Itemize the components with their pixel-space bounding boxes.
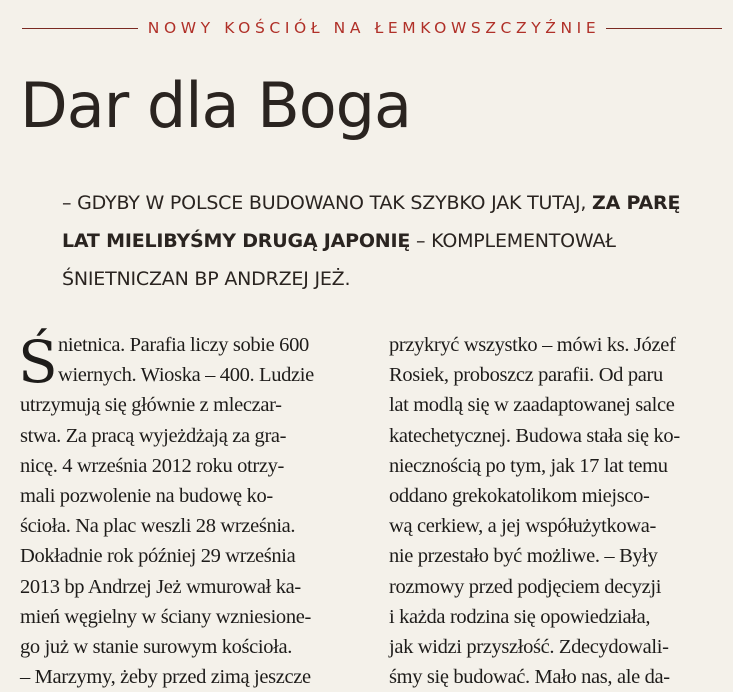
lead-text: ŚNIETNICZAN BP ANDRZEJ JEŻ. bbox=[62, 268, 351, 290]
kicker-rule-right bbox=[606, 28, 722, 29]
section-kicker bbox=[22, 12, 722, 44]
body-line: wą cerkiew, a jej współużytkowa- bbox=[389, 515, 656, 538]
lead-line-1 bbox=[62, 184, 732, 222]
body-column-right bbox=[389, 330, 733, 692]
lead-text: – KOMPLEMENTOWAŁ bbox=[410, 230, 616, 252]
body-line: – Marzymy, żeby przed zimą jeszcze bbox=[20, 666, 311, 689]
body-line: nie przestało być możliwe. – Były bbox=[389, 545, 658, 568]
kicker-text: NOWY KOŚCIÓŁ NA ŁEMKOWSZCZYŹNIE bbox=[147, 19, 601, 37]
body-line: i każda rodzina się opowiedziała, bbox=[389, 605, 651, 628]
lead-text: – GDYBY W POLSCE BUDOWANO TAK SZYBKO JAK TUTAJ, bbox=[62, 192, 593, 214]
body-line: niecznością po tym, jak 17 lat temu bbox=[389, 454, 668, 477]
article-lead bbox=[62, 184, 732, 298]
body-line: go już w stanie surowym kościoła. bbox=[20, 636, 292, 659]
body-line: nicę. 4 września 2012 roku otrzy- bbox=[20, 454, 284, 477]
body-line: mień węgielny w ściany wzniesione- bbox=[20, 605, 311, 628]
dropcap-letter: Ś bbox=[18, 328, 58, 396]
lead-bold-text: LAT MIELIBYŚMY DRUGĄ JAPONIĘ bbox=[62, 230, 411, 252]
body-line: ścioła. Na plac weszli 28 września. bbox=[20, 515, 296, 538]
body-line: rozmowy przed podjęciem decyzji bbox=[389, 575, 662, 598]
article-title: Dar dla Boga bbox=[20, 69, 412, 142]
body-line: lat modlą się w zaadaptowanej salce bbox=[389, 394, 675, 417]
body-line: 2013 bp Andrzej Jeż wmurował ka- bbox=[20, 575, 301, 598]
kicker-rule-left bbox=[22, 28, 138, 29]
lead-line-3 bbox=[62, 260, 732, 298]
body-line: utrzymują się głównie z mleczar- bbox=[20, 394, 282, 417]
dropcap-paragraph bbox=[18, 328, 365, 396]
body-line: stwa. Za pracą wyjeżdżają za gra- bbox=[20, 424, 287, 447]
body-line: przykryć wszystko – mówi ks. Józef bbox=[389, 334, 676, 356]
body-line: Rosiek, proboszcz parafii. Od paru bbox=[389, 364, 663, 387]
body-line: nietnica. Parafia liczy sobie 600 bbox=[58, 334, 309, 356]
body-line: mali pozwolenie na budowę ko- bbox=[20, 485, 273, 508]
body-line: katechetycznej. Budowa stała się ko- bbox=[389, 424, 680, 447]
lead-bold-text: ZA PARĘ bbox=[592, 192, 681, 214]
body-line: oddano grekokatolikom miejsco- bbox=[389, 485, 650, 508]
lead-line-2 bbox=[62, 222, 732, 260]
body-column-left bbox=[20, 330, 365, 692]
body-line: śmy się budować. Mało nas, ale da- bbox=[389, 666, 670, 689]
body-line: jak widzi przyszłość. Zdecydowali- bbox=[389, 636, 669, 659]
body-line: wiernych. Wioska – 400. Ludzie bbox=[58, 364, 314, 387]
body-line: Dokładnie rok później 29 września bbox=[20, 545, 296, 568]
